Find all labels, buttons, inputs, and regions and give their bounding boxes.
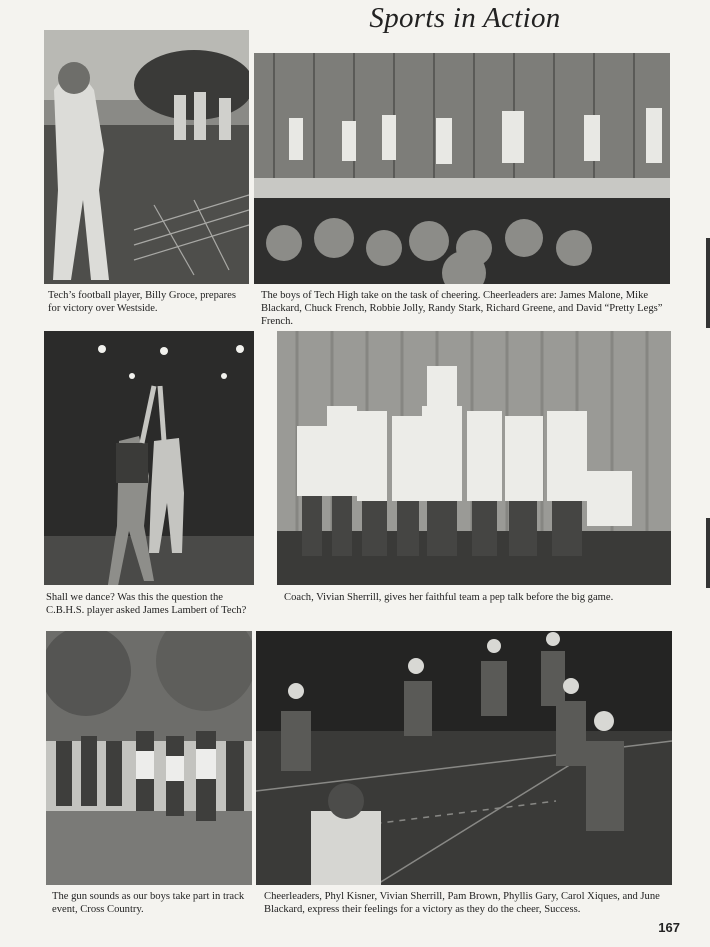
caption-football-player: Tech’s football player, Billy Groce, prepares for victory over Westside. [48,290,236,314]
caption-gym-cheerleaders: Cheerleaders, Phyl Kisner, Vivian Sherrill, Pam Brown, Phyllis Gary, Carol Xiques, and June Blackard, express their feelings for a victory as they do the cheer, Success. [264,891,660,915]
photo-stage-cheerleaders [254,53,670,284]
caption-team-huddle: Coach, Vivian Sherrill, gives her faithful team a pep talk before the big game. [284,592,614,603]
photo-cross-country [46,631,252,885]
page-edge-mark [706,518,710,588]
photo-gym-cheerleaders [256,631,672,885]
caption-basketball-jump: Shall we dance? Was this the question the C.B.H.S. player asked James Lambert of Tech? [46,592,247,616]
photo-team-huddle [277,331,671,585]
page-edge-mark [706,238,710,328]
caption-stage-cheerleaders: The boys of Tech High take on the task of cheering. Cheerleaders are: James Malone, Mike Blackard, Chuck French, Robbie Jolly, Randy Stark, Richard Greene, and David “Pretty Legs” French. [261,290,663,327]
photo-football-player [44,30,249,284]
page-title: Sports in Action [369,2,561,34]
page-number: 167 [658,920,680,935]
caption-cross-country: The gun sounds as our boys take part in track event, Cross Country. [52,891,245,915]
photo-basketball-jump [44,331,254,585]
